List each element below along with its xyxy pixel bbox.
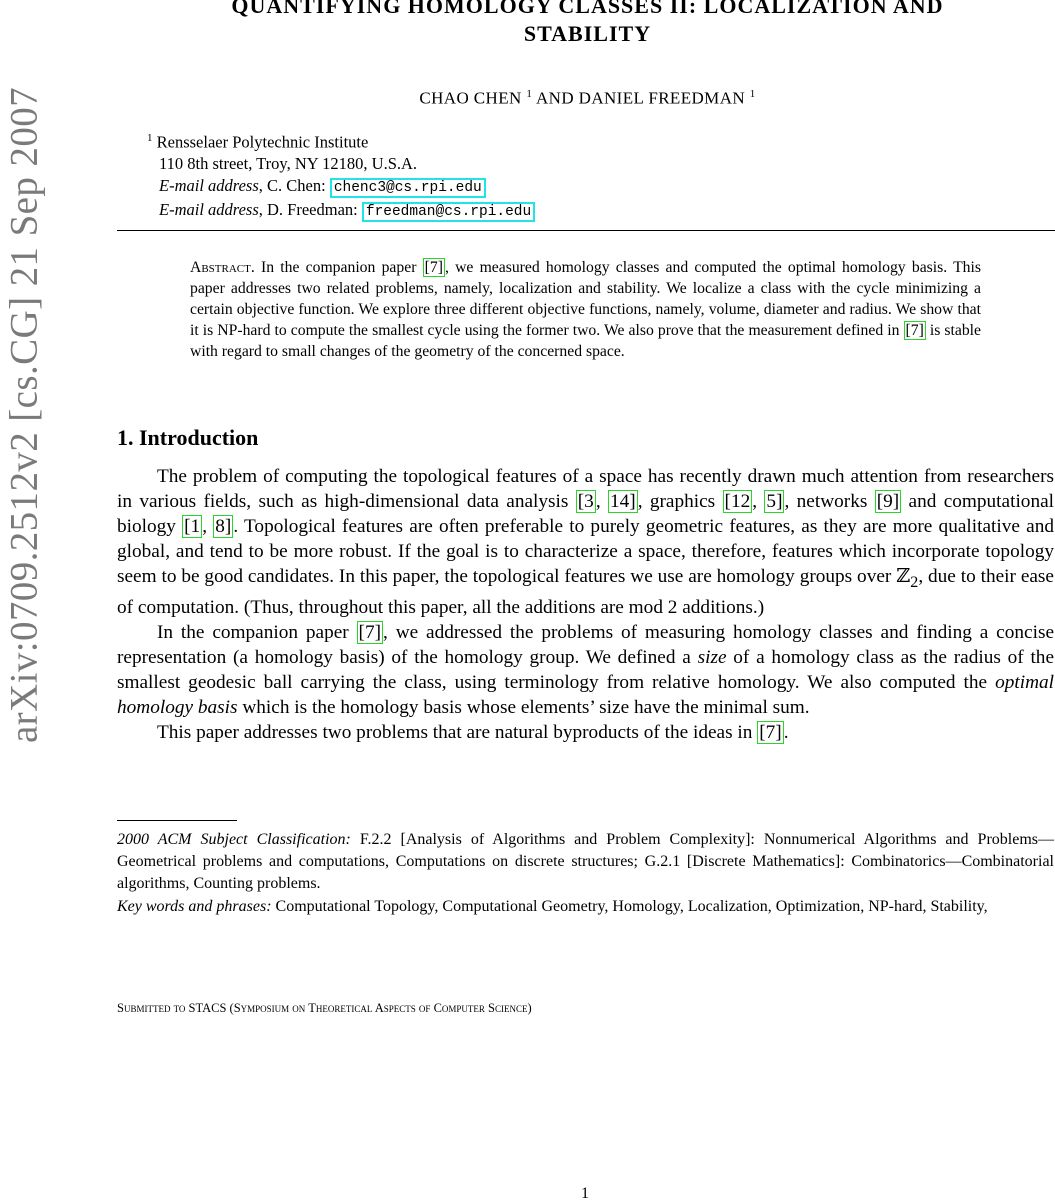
header-rule	[117, 230, 1055, 231]
text: which is the homology basis whose elements’ size have the minimal sum.	[237, 696, 810, 718]
page-number: 1	[581, 1185, 589, 1202]
citation-link[interactable]: 14]	[610, 491, 636, 512]
text: and computational biology	[117, 491, 1055, 537]
keywords-text: Computational Topology, Computational Geometry, Homology, Localization, Optimization, NP-hard, Stability,	[271, 898, 988, 915]
text: , due to their ease of computation. (Thus, throughout this paper, all the additions are mod 2 additions.)	[117, 566, 1054, 618]
keywords-label: Key words and phrases:	[117, 898, 272, 915]
footnotes	[117, 829, 1054, 919]
text: , networks	[784, 491, 875, 512]
street-address: 110 8th street, Troy, NY 12180, U.S.A.	[159, 154, 418, 173]
text: .	[783, 721, 789, 743]
emph-optimal-basis: optimal homology basis	[117, 671, 1054, 718]
text: ,	[595, 491, 608, 512]
email-label: E-mail address	[159, 200, 259, 219]
citation-link[interactable]: 8]	[215, 516, 232, 537]
submission-note: Submitted to STACS (Symposium on Theoretical Aspects of Computer Science)	[117, 1001, 532, 1015]
text: This paper addresses two problems that are natural byproducts of the ideas in	[157, 721, 758, 743]
citation-link[interactable]: 5]	[766, 491, 783, 512]
intro-paragraph-2	[117, 620, 1054, 720]
text: The problem of computing the topological features of a space has recently drawn much attention from researchers in various fields, such as high-dimensional data analysis	[117, 466, 1054, 512]
arxiv-sidebar	[0, 85, 53, 745]
text: ,	[752, 491, 765, 512]
email-link-freedman[interactable]: freedman@cs.rpi.edu	[362, 202, 535, 222]
author-freedman: DANIEL FREEDMAN	[578, 88, 746, 108]
section-heading: 1. Introduction	[117, 425, 259, 450]
author-mark: 1	[526, 88, 533, 100]
citation-link[interactable]: [7]	[759, 721, 782, 743]
citation-link[interactable]: [7]	[424, 259, 443, 276]
citation-link[interactable]: [7]	[905, 322, 924, 339]
email-owner: , C. Chen:	[258, 175, 330, 195]
abstract-text: is stable with regard to small changes of the geometry of the concerned space.	[190, 322, 981, 360]
footnote-rule	[117, 820, 237, 821]
email-label: E-mail address	[159, 175, 259, 195]
citation-link[interactable]: [12	[724, 491, 751, 512]
text: In the companion paper	[157, 621, 357, 643]
citation-link[interactable]: [9]	[876, 491, 900, 512]
acm-text: F.2.2 [Analysis of Algorithms and Problem Complexity]: Nonnumerical Algorithms and Problems—Geometrical problems and computations, Computations on discrete structures; G.2.1 [Discrete Mathematics]: Combinatorics—Combinatorial algorithms, Counting problems.	[117, 831, 1054, 892]
email-link-chen[interactable]: chenc3@cs.rpi.edu	[330, 178, 486, 198]
arxiv-identifier: arXiv:0709.2512v2 [cs.CG] 21 Sep 2007	[2, 86, 46, 744]
citation-link[interactable]: [3	[577, 491, 594, 512]
text: . Topological features are often preferable to purely geometric features, as they are more qualitative and global, and tend to be more robust. If the goal is to characterize a space, therefore, features which incorporate topology seem to be good candidates. In this paper, the topological features we use are homology groups over	[117, 516, 1054, 587]
emph-size: size	[697, 646, 727, 668]
abstract-label: Abstract.	[190, 259, 255, 276]
abstract	[190, 257, 981, 362]
text: , graphics	[637, 491, 723, 512]
acm-label: 2000 ACM Subject Classification:	[117, 831, 351, 848]
text: ,	[202, 516, 214, 537]
institution: Rensselaer Polytechnic Institute	[156, 132, 369, 152]
affiliation-mark: 1	[147, 132, 153, 144]
text: , we addressed the problems of measuring homology classes and finding a concise representation (a homology basis) of the homology group. We defined a	[117, 621, 1054, 668]
affiliation	[147, 128, 535, 224]
z2-symbol: ℤ	[896, 566, 911, 587]
citation-link[interactable]: [1	[184, 516, 201, 537]
title-line-2: STABILITY	[523, 21, 652, 46]
intro-body	[117, 464, 1054, 745]
author-mark: 1	[749, 88, 756, 100]
paper-title	[120, 0, 1055, 48]
keywords	[117, 896, 1054, 918]
abstract-text: , we measured homology classes and computed the optimal homology basis. This paper addresses two related problems, namely, localization and stability. We localize a class with the cycle minimizing a certain objective function. We explore three different objective functions, namely, volume, diameter and radius. We show that it is NP-hard to compute the smallest cycle using the former two. We also prove that the measurement defined in	[190, 259, 981, 339]
abstract-text: In the companion paper	[254, 259, 423, 276]
acm-classification	[117, 829, 1054, 895]
title-line-1: QUANTIFYING HOMOLOGY CLASSES II: LOCALIZATION AND	[231, 0, 944, 18]
z2-subscript: 2	[910, 573, 919, 591]
author-and: AND	[535, 88, 574, 108]
email-owner: , D. Freedman:	[258, 200, 362, 219]
intro-paragraph-1	[117, 464, 1054, 620]
text: of a homology class as the radius of the smallest geodesic ball carrying the class, using terminology from relative homology. We also computed the	[117, 646, 1055, 693]
intro-paragraph-3	[117, 720, 1054, 745]
citation-link[interactable]: [7]	[358, 621, 382, 643]
author-chen: CHAO CHEN	[419, 88, 522, 108]
authors	[120, 88, 1055, 109]
